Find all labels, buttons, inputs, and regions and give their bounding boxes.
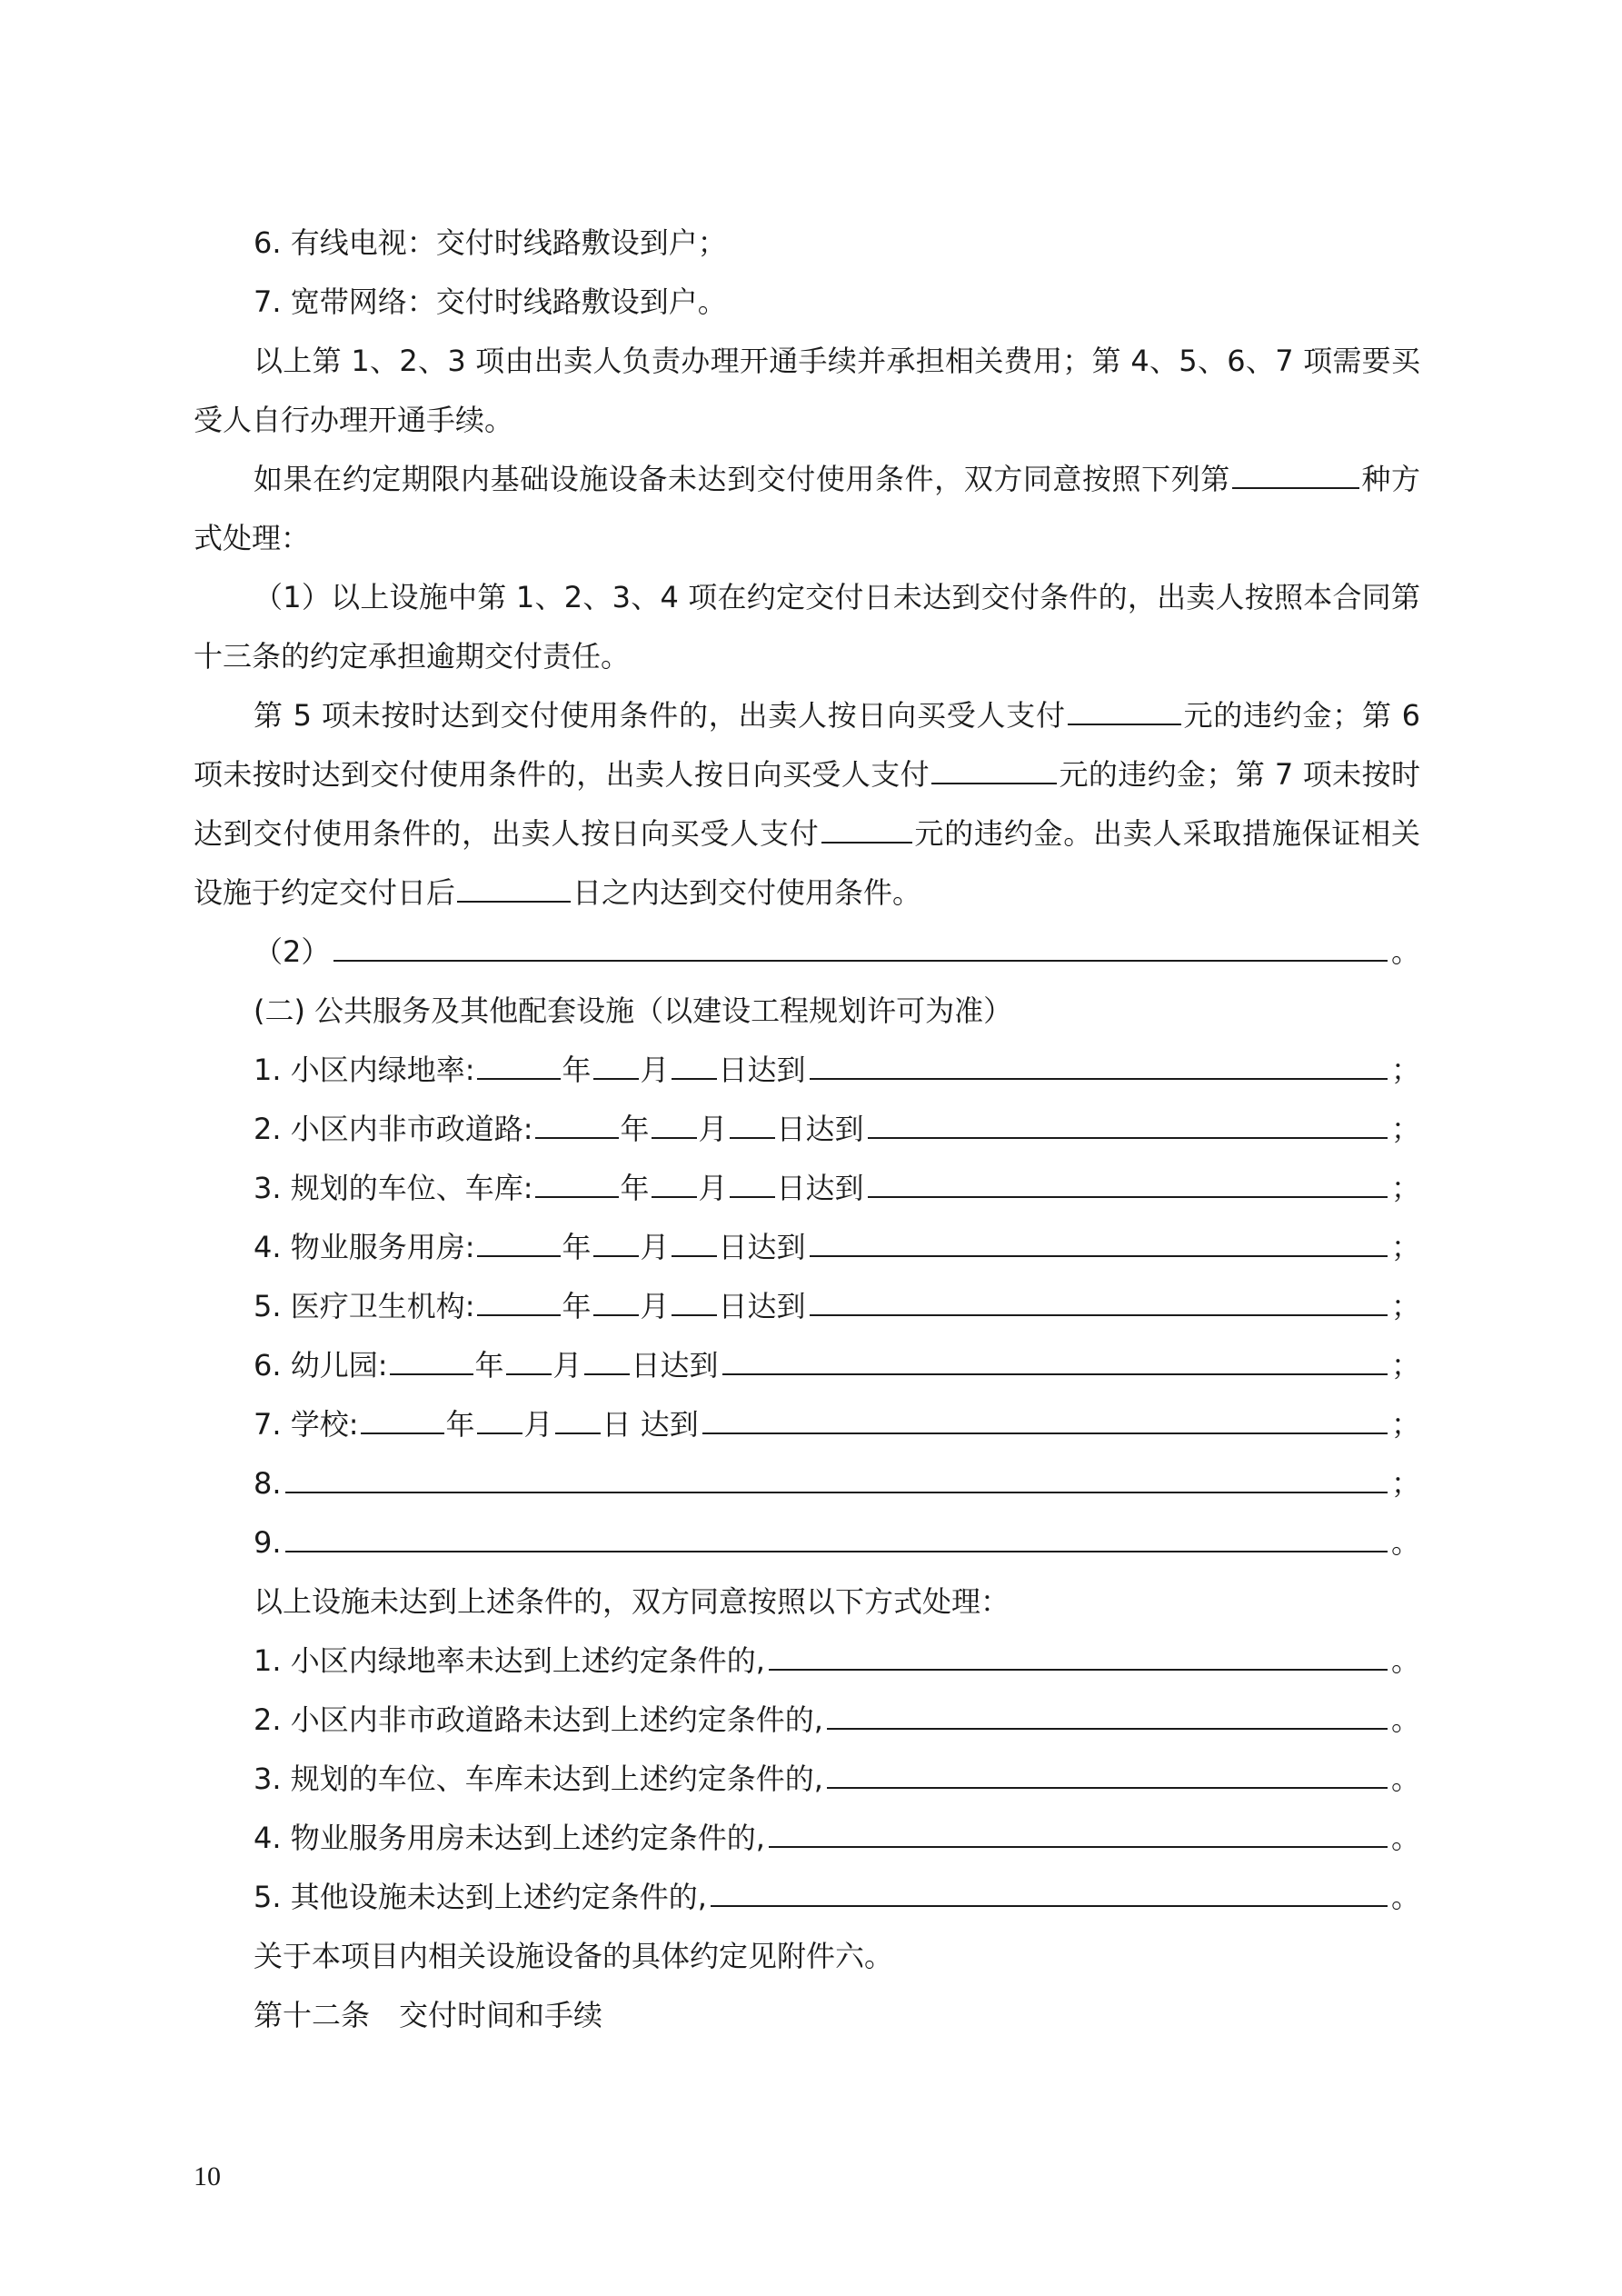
blank-standard[interactable] xyxy=(810,1051,1388,1080)
handling-choice-text-a: 如果在约定期限内基础设施设备未达到交付使用条件，双方同意按照下列第 xyxy=(254,462,1230,496)
line-end: 。 xyxy=(1390,1821,1420,1855)
blank-year[interactable] xyxy=(477,1228,561,1257)
line-end: ； xyxy=(1390,1230,1420,1264)
blank-month[interactable] xyxy=(593,1228,639,1257)
section-public-facilities: (二) 公共服务及其他配套设施（以建设工程规划许可为准） xyxy=(254,993,1013,1028)
blank-standard[interactable] xyxy=(868,1169,1388,1198)
penalty-text-d: 元的违约金。出卖人采取措施保证相关设施于约定交付日后 xyxy=(194,816,1420,910)
line-end: 。 xyxy=(1390,1880,1420,1914)
year-label: 年 xyxy=(474,1348,504,1383)
blank-day[interactable] xyxy=(584,1346,630,1375)
facility-label: 5. 医疗卫生机构: xyxy=(254,1289,475,1323)
blank-handling[interactable] xyxy=(769,1819,1388,1848)
blank-month[interactable] xyxy=(652,1169,697,1198)
facility-line xyxy=(194,1159,1420,1218)
penalty-text-c: 元的违约金；第 7 项未按时达到交付使用条件的，出卖人按日向买受人支付 xyxy=(194,757,1420,851)
paragraph-handling-choice xyxy=(194,450,1420,568)
option-2-label: （2） xyxy=(254,934,331,969)
facility-label: 7. 学校: xyxy=(254,1407,359,1442)
month-label: 月 xyxy=(640,1053,670,1087)
option-2-end: 。 xyxy=(1390,934,1420,969)
line-end: ； xyxy=(1390,1171,1420,1205)
month-label: 月 xyxy=(523,1407,553,1442)
paragraph-activation: 以上第 1、2、3 项由出卖人负责办理开通手续并承担相关费用；第 4、5、6、7 项需要买受人自行办理开通手续。 xyxy=(194,344,1420,437)
blank-standard[interactable] xyxy=(702,1405,1388,1434)
option-2-line xyxy=(194,923,1420,982)
handling-line xyxy=(194,1632,1420,1691)
blank-day[interactable] xyxy=(730,1110,775,1139)
month-label: 月 xyxy=(640,1289,670,1323)
line-end: ； xyxy=(1390,1112,1420,1146)
handling-list xyxy=(194,1632,1420,1927)
month-label: 月 xyxy=(698,1171,728,1205)
day-reach-label: 日达到 xyxy=(718,1230,806,1264)
penalty-text-e: 日之内达到交付使用条件。 xyxy=(572,875,922,910)
blank-year[interactable] xyxy=(361,1405,444,1434)
year-label: 年 xyxy=(562,1053,592,1087)
facility-label: 1. 小区内绿地率: xyxy=(254,1053,475,1087)
handling-label: 3. 规划的车位、车库未达到上述约定条件的, xyxy=(254,1762,823,1796)
blank-year[interactable] xyxy=(535,1110,619,1139)
facility-end-9: 。 xyxy=(1390,1525,1420,1560)
blank-year[interactable] xyxy=(477,1051,561,1080)
blank-handling[interactable] xyxy=(827,1701,1388,1730)
line-end: 。 xyxy=(1390,1762,1420,1796)
blank-month[interactable] xyxy=(593,1287,639,1316)
facility-label-8: 8. xyxy=(254,1466,282,1501)
paragraph-cable-tv: 6. 有线电视：交付时线路敷设到户； xyxy=(254,225,727,260)
handling-intro: 以上设施未达到上述条件的，双方同意按照以下方式处理： xyxy=(254,1584,1010,1619)
blank-standard[interactable] xyxy=(722,1346,1388,1375)
blank-standard[interactable] xyxy=(810,1287,1388,1316)
facility-end-8: ； xyxy=(1390,1466,1420,1501)
blank-year[interactable] xyxy=(390,1346,473,1375)
year-label: 年 xyxy=(562,1289,592,1323)
blank-standard[interactable] xyxy=(810,1228,1388,1257)
line-end: 。 xyxy=(1390,1702,1420,1737)
facility-label: 4. 物业服务用房: xyxy=(254,1230,475,1264)
day-reach-label: 日 达到 xyxy=(602,1407,699,1442)
blank-standard[interactable] xyxy=(868,1110,1388,1139)
facility-line-9 xyxy=(194,1513,1420,1572)
handling-label: 4. 物业服务用房未达到上述约定条件的, xyxy=(254,1821,765,1855)
blank-facility-9[interactable] xyxy=(285,1523,1388,1552)
blank-day[interactable] xyxy=(672,1051,717,1080)
handling-label: 1. 小区内绿地率未达到上述约定条件的, xyxy=(254,1643,765,1678)
facility-line-8 xyxy=(194,1454,1420,1513)
facility-label-9: 9. xyxy=(254,1525,282,1560)
handling-line xyxy=(194,1809,1420,1868)
line-end: 。 xyxy=(1390,1643,1420,1678)
blank-handling[interactable] xyxy=(769,1642,1388,1671)
blank-day[interactable] xyxy=(555,1405,601,1434)
blank-handling[interactable] xyxy=(827,1760,1388,1789)
facility-line xyxy=(194,1277,1420,1336)
month-label: 月 xyxy=(640,1230,670,1264)
blank-penalty-item5[interactable] xyxy=(1068,696,1181,725)
penalty-text-a: 第 5 项未按时达到交付使用条件的，出卖人按日向买受人支付 xyxy=(254,698,1066,733)
penalty-text-b: 元的违约金；第 6 项未按时达到交付使用条件的，出卖人按日向买受人支付 xyxy=(194,698,1420,792)
handling-label: 2. 小区内非市政道路未达到上述约定条件的, xyxy=(254,1702,823,1737)
annex-reference: 关于本项目内相关设施设备的具体约定见附件六。 xyxy=(254,1939,894,1973)
handling-choice-text-b: 种方式处理： xyxy=(194,462,1420,555)
year-label: 年 xyxy=(620,1112,650,1146)
paragraph-penalties xyxy=(194,686,1420,923)
page-number: 10 xyxy=(194,2161,221,2191)
facility-line xyxy=(194,1336,1420,1395)
facility-line xyxy=(194,1395,1420,1454)
handling-label: 5. 其他设施未达到上述约定条件的, xyxy=(254,1880,707,1914)
blank-penalty-item7[interactable] xyxy=(821,814,912,844)
facility-label: 3. 规划的车位、车库: xyxy=(254,1171,533,1205)
blank-day[interactable] xyxy=(730,1169,775,1198)
facility-line xyxy=(194,1218,1420,1277)
handling-line xyxy=(194,1750,1420,1809)
facility-line xyxy=(194,1041,1420,1100)
handling-line xyxy=(194,1868,1420,1927)
blank-penalty-item6[interactable] xyxy=(931,755,1057,784)
line-end: ； xyxy=(1390,1407,1420,1442)
blank-day[interactable] xyxy=(672,1228,717,1257)
year-label: 年 xyxy=(445,1407,475,1442)
line-end: ； xyxy=(1390,1289,1420,1323)
blank-handling[interactable] xyxy=(711,1878,1388,1907)
blank-day[interactable] xyxy=(672,1287,717,1316)
month-label: 月 xyxy=(698,1112,728,1146)
day-reach-label: 日达到 xyxy=(776,1171,864,1205)
blank-option-2[interactable] xyxy=(333,933,1388,962)
day-reach-label: 日达到 xyxy=(718,1053,806,1087)
article-12-heading: 第十二条 交付时间和手续 xyxy=(254,1998,603,2032)
day-reach-label: 日达到 xyxy=(631,1348,719,1383)
blank-method-number[interactable] xyxy=(1232,460,1359,489)
day-reach-label: 日达到 xyxy=(776,1112,864,1146)
blank-month[interactable] xyxy=(593,1051,639,1080)
facility-list xyxy=(194,1041,1420,1454)
blank-days[interactable] xyxy=(457,873,571,903)
blank-facility-8[interactable] xyxy=(285,1464,1388,1493)
line-end: ； xyxy=(1390,1348,1420,1383)
facility-label: 2. 小区内非市政道路: xyxy=(254,1112,533,1146)
handling-line xyxy=(194,1691,1420,1750)
day-reach-label: 日达到 xyxy=(718,1289,806,1323)
facility-label: 6. 幼儿园: xyxy=(254,1348,388,1383)
blank-year[interactable] xyxy=(535,1169,619,1198)
blank-year[interactable] xyxy=(477,1287,561,1316)
month-label: 月 xyxy=(552,1348,582,1383)
line-end: ； xyxy=(1390,1053,1420,1087)
paragraph-option-1: （1）以上设施中第 1、2、3、4 项在约定交付日未达到交付条件的，出卖人按照本合同第十三条的约定承担逾期交付责任。 xyxy=(194,580,1420,674)
document-body xyxy=(194,214,1420,2045)
year-label: 年 xyxy=(562,1230,592,1264)
blank-month[interactable] xyxy=(477,1405,522,1434)
paragraph-broadband: 7. 宽带网络：交付时线路敷设到户。 xyxy=(254,285,727,319)
blank-month[interactable] xyxy=(652,1110,697,1139)
facility-line xyxy=(194,1100,1420,1159)
year-label: 年 xyxy=(620,1171,650,1205)
blank-month[interactable] xyxy=(506,1346,552,1375)
